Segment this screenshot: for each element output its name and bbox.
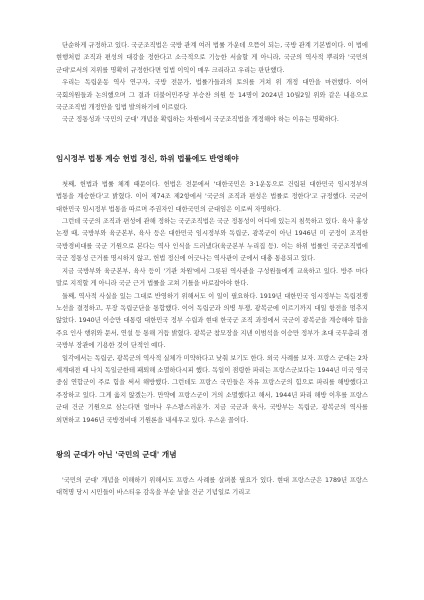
section-heading: 왕의 군대가 아닌 '국민의 군대' 개념: [56, 449, 177, 459]
paragraph: 그런데 국군의 조직과 편성에 관해 정하는 국군조직법은 국군 정통성이 어디에 있는지 침묵하고 있다. 육사 흉상 논쟁 때, 국방부와 육군본부, 육사 등은 대한민국 임시정부와 독립군, 광복군이 아닌 1946년 미 군정이 조직한 국방경비대를 국군 기원으로 본다는 역사 인식을 드러냈다(육군본부 누리집 등). 이는 하위 법률인 국군조직법에 국군 정통성 근거를 명시하지 않고, 헌법 정신에 어긋나는 역사관이 군에서 대충 통용되고 있다.: [56, 218, 368, 263]
paragraph: '국민의 군대' 개념을 이해하기 위해서도 프랑스 사례를 살펴볼 필요가 있다. 현대 프랑스군은 1789년 프랑스 대혁명 당시 시민들이 바스티유 감옥을 부순 날을 건군 기념일로 기리고: [56, 476, 368, 497]
section-heading: 임시정부 법통 계승 헌법 정신, 하위 법률에도 반영해야: [56, 153, 239, 163]
paragraph: 둘째, 역사적 사실을 있는 그대로 반영하기 위해서도 이 일이 필요하다. 1919년 대한민국 임시정부는 독립전쟁 노선을 결정하고, 무장 독립군단을 통합했다. 이어 독립군과 의병 투쟁, 광복군에 이르기까지 대일 항전을 멈추지 않았다. 1940년 이승만 대통령 대한민국 정부 수립과 현대 한국군 조직 과정에서 국군이 광복군을 계승해야 함을 주요 인사 행위와 문서, 연설 등 통해 거듭 밝혔다. 광복군 참모장을 지낸 이범석을 이승만 정부가 초대 국무총리 겸 국방부 장관에 기용한 것이 단적인 예다.: [56, 292, 368, 350]
paragraph: 지금 국방부와 육군본부, 육사 등이 '기관 차원'에서 그릇된 역사관을 구성원들에게 교육하고 있다. 방주 마다 말로 지적할 게 아니라 국군 근거 법률을 고쳐 기틀을 바로잡아야 한다.: [56, 267, 368, 288]
section-body: [56, 179, 368, 427]
paragraph: 첫째, 헌법과 법률 체계 때문이다. 헌법은 전문에서 '대한국민은 3·1운동으로 건립된 대한민국 임시정부의 법통을 계승한다'고 밝혔다. 이어 제74조 제2항에서 '국군의 조직과 편성은 법률로 정한다'고 규정했다. 국군이 대한민국 임시정부 법통을 따르며 주권자인 대한국민의 군대임은 이로써 자명하다.: [56, 180, 368, 213]
paragraph: 일각에서는 독립군, 광복군의 역사적 실체가 미약하다고 낮춰 보기도 한다. 외국 사례를 보자. 프랑스 군대는 2차 세계대전 때 나치 독일군한테 패퇴해 소멸하다시피 했다. 독일이 점령한 파리는 프랑스군보다는 1944년 미국 영국 중심 연합군이 주로 힘을 써서 해방했다. 그런데도 프랑스 국민들은 자유 프랑스군의 힘으로 파리를 해방했다고 주장하고 있다. 그게 옳지 않겠는가. 만약에 프랑스군이 거의 소멸했다고 해서, 1944년 파리 해방 이후를 프랑스 군대 건군 기원으로 삼는다면 얼마나 우스꽝스러운가. 지금 국군과 육사, 국방부는 독립군, 광복군의 역사를 외면하고 1946년 국방경비대 기원론을 내세우고 있다. 우스운 꼴이다.: [56, 354, 368, 424]
paragraph: 단순하게 규정하고 있다. 국군조직법은 국방 관계 여러 법률 가운데 으뜸이 되는, 국방 관계 기본법이다. 이 법에 현행처럼 조직과 편성의 대강을 정한다고 소극적으로 기능한 서술할 게 아니라, 국군의 역사적 뿌리와 '국민의 군대'로서의 지위를 명확히 규정한다면 입법 이익이 매우 크리라고 우리는 판단했다.: [56, 42, 368, 74]
paragraph: 국군 정통성과 '국민의 군대' 개념을 확립하는 차원에서 국군조직법을 개정해야 하는 이유는 명확하다.: [62, 116, 339, 124]
section-body: [56, 475, 368, 500]
paragraph: 우리는 독립운동 역사 연구자, 국방 전문가, 법률가들과의 토의를 거쳐 위 개정 대안을 마련했다. 이어 국회의원들과 논의했으며 그 결과 더불어민주당 부승찬 의원 등 14명이 2024년 10월2일 위와 같은 내용으로 국군조직법 개정안을 입법 발의하기에 이르렀다.: [56, 79, 368, 112]
intro-section: [56, 40, 368, 127]
